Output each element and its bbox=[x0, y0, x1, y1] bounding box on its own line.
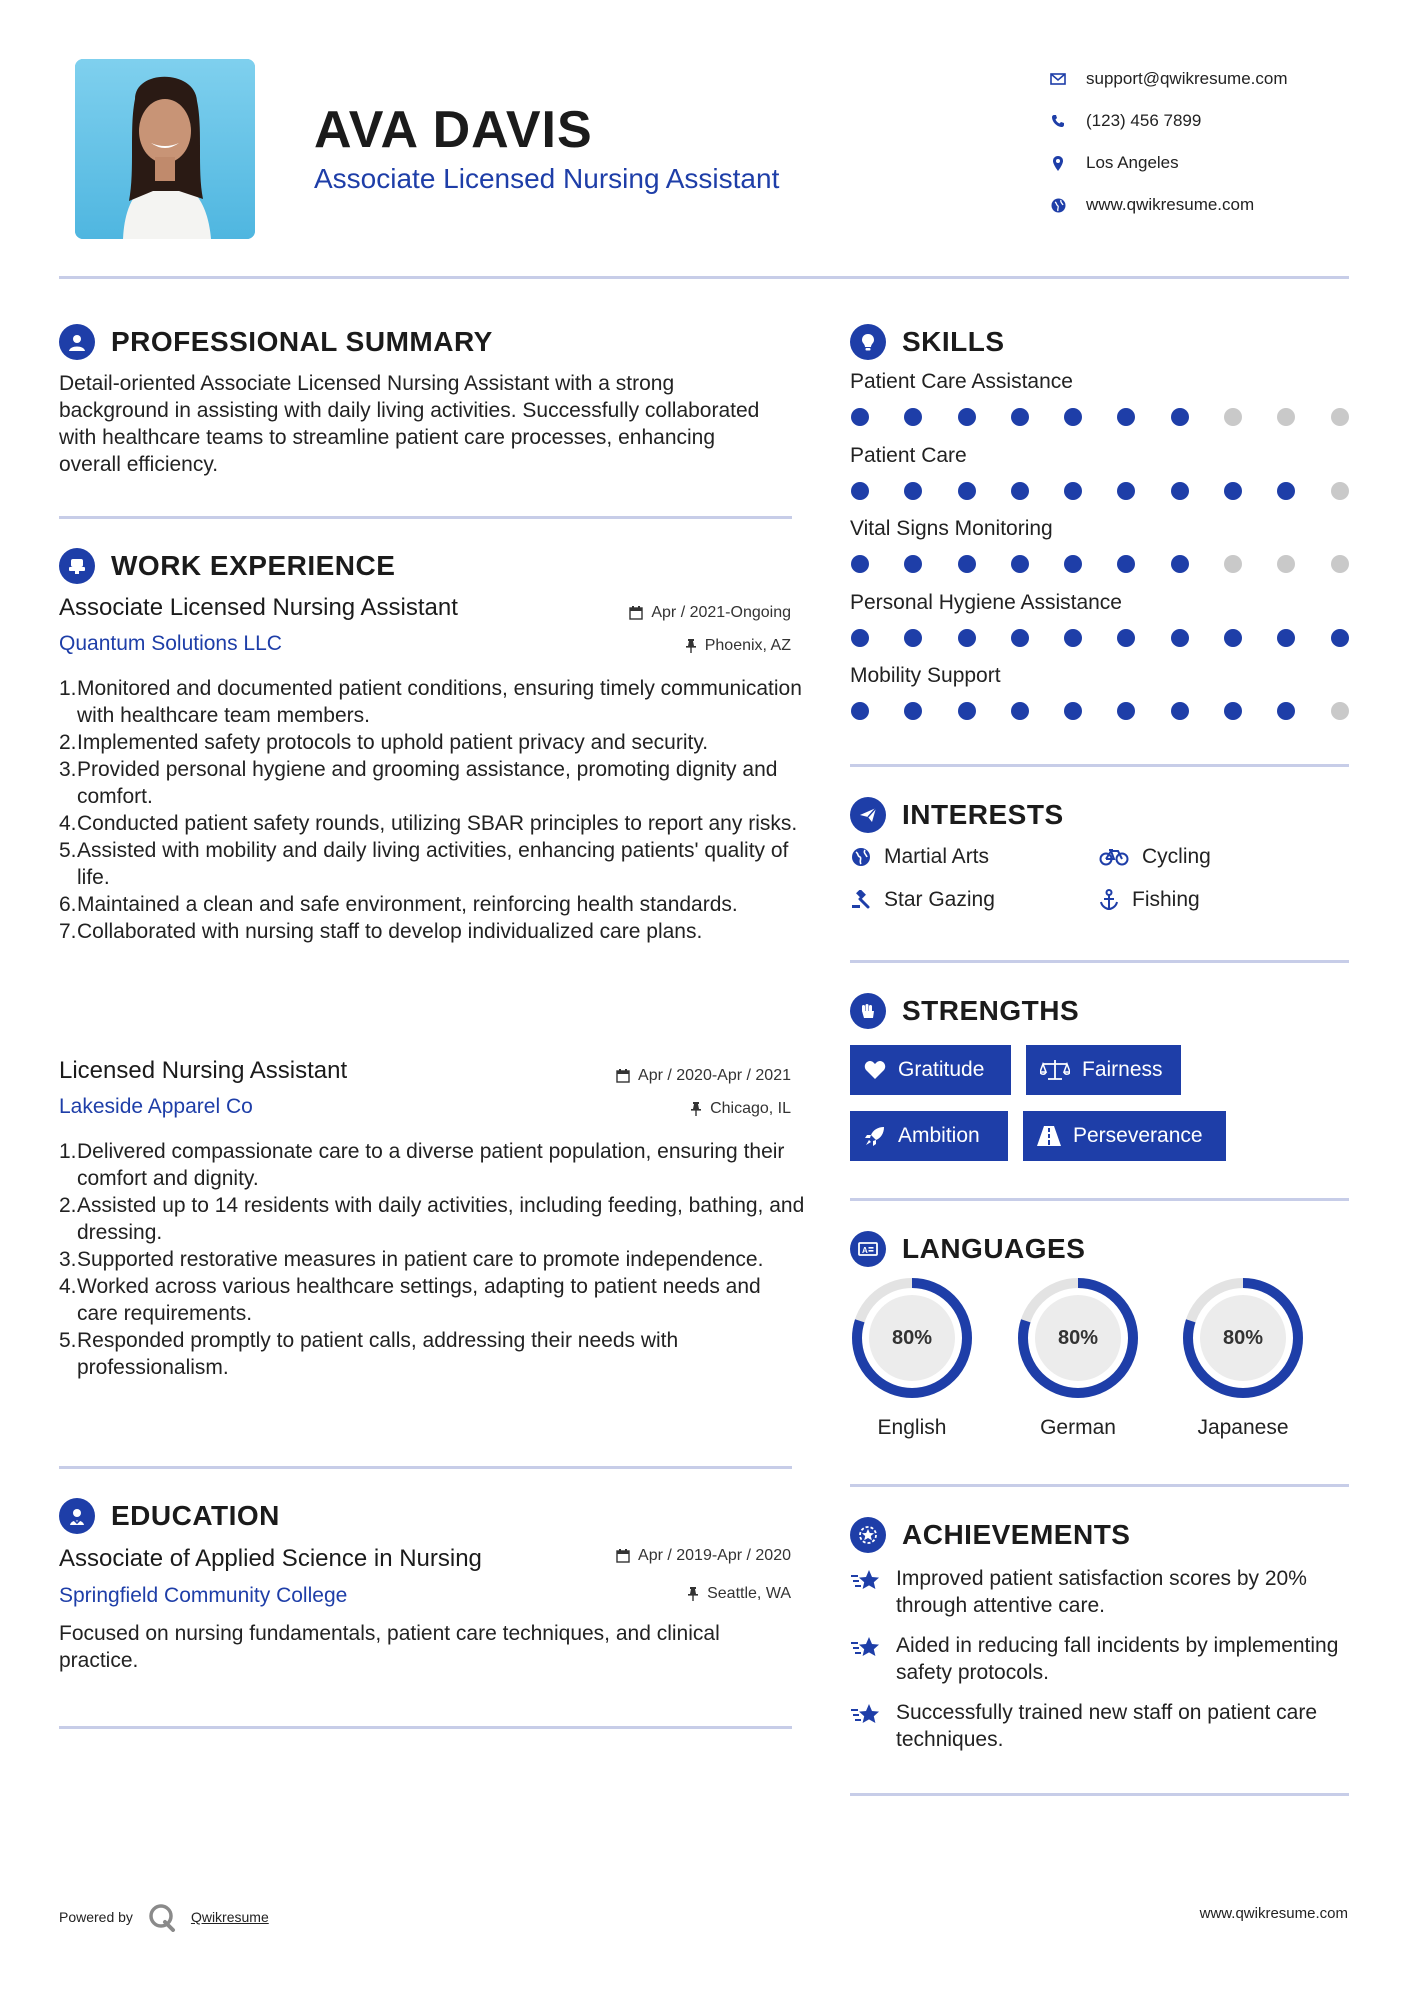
rating-dot-filled bbox=[1011, 555, 1029, 573]
contact-phone-text: (123) 456 7899 bbox=[1086, 111, 1202, 130]
user-icon bbox=[59, 324, 95, 360]
anchor-icon bbox=[1098, 889, 1120, 911]
rating-dot-filled bbox=[1117, 555, 1135, 573]
rating-dot-filled bbox=[1011, 482, 1029, 500]
rating-dot-filled bbox=[1224, 629, 1242, 647]
strengths-heading bbox=[850, 993, 1079, 1029]
rating-dot-filled bbox=[1277, 702, 1295, 720]
language-percent: 80% bbox=[1222, 1326, 1264, 1349]
star-icon bbox=[850, 1699, 884, 1753]
languages-divider bbox=[850, 1484, 1349, 1487]
rating-dot-filled bbox=[958, 555, 976, 573]
strength-perseverance bbox=[1023, 1111, 1226, 1161]
contact-email[interactable] bbox=[1049, 58, 1288, 100]
contact-website[interactable] bbox=[1049, 184, 1288, 226]
education-text: Focused on nursing fundamentals, patient care techniques, and clinical practice. bbox=[59, 1622, 720, 1672]
language-name: German bbox=[1040, 1416, 1116, 1439]
rating-dot-filled bbox=[1011, 408, 1029, 426]
language-progress-ring bbox=[1181, 1276, 1305, 1400]
contact-email-text: support@qwikresume.com bbox=[1086, 69, 1288, 88]
rating-dot-empty bbox=[1331, 482, 1349, 500]
heart-icon bbox=[864, 1060, 886, 1080]
achievement-2 bbox=[850, 1632, 1340, 1686]
rating-dot-filled bbox=[1064, 482, 1082, 500]
calendar-icon bbox=[616, 1069, 630, 1083]
summary-divider bbox=[59, 516, 792, 519]
candidate-title: Associate Licensed Nursing Assistant bbox=[314, 163, 780, 194]
rating-dot-filled bbox=[1064, 408, 1082, 426]
interest-label: Fishing bbox=[1132, 888, 1200, 911]
job-2-location-text: Chicago, IL bbox=[710, 1100, 791, 1117]
job-2-bullets bbox=[59, 1138, 807, 1381]
pin-icon bbox=[690, 1102, 702, 1116]
education-dates bbox=[500, 1547, 791, 1565]
interest-label: Cycling bbox=[1142, 845, 1211, 868]
gavel-icon bbox=[850, 889, 872, 911]
education-heading bbox=[59, 1498, 280, 1534]
interests-divider bbox=[850, 960, 1349, 963]
job-2-dates-text: Apr / 2020-Apr / 2021 bbox=[638, 1067, 791, 1084]
envelope-icon bbox=[1049, 70, 1067, 88]
skills-heading bbox=[850, 324, 1005, 360]
language-percent: 80% bbox=[891, 1326, 933, 1349]
candidate-name: AVA DAVIS bbox=[314, 101, 593, 159]
rating-dot-filled bbox=[958, 702, 976, 720]
summary-title: PROFESSIONAL SUMMARY bbox=[111, 326, 493, 357]
globe-icon bbox=[850, 846, 872, 868]
paper-plane-icon bbox=[850, 797, 886, 833]
language-item bbox=[1181, 1276, 1305, 1440]
rating-dot-empty bbox=[1331, 555, 1349, 573]
fist-icon bbox=[850, 993, 886, 1029]
interest-label: Star Gazing bbox=[884, 888, 995, 911]
rating-dot-filled bbox=[904, 555, 922, 573]
job-1-location-text: Phoenix, AZ bbox=[704, 637, 791, 654]
achievement-1 bbox=[850, 1565, 1340, 1619]
job-1-location bbox=[500, 637, 791, 655]
road-icon bbox=[1037, 1126, 1061, 1146]
rating-dot-filled bbox=[1331, 629, 1349, 647]
rating-dot-empty bbox=[1277, 408, 1295, 426]
achievements-heading bbox=[850, 1517, 1130, 1553]
bicycle-icon bbox=[1098, 846, 1130, 868]
experience-title: WORK EXPERIENCE bbox=[111, 550, 396, 581]
rating-dot-filled bbox=[1224, 702, 1242, 720]
rating-dot-filled bbox=[1171, 482, 1189, 500]
skill-name: Patient Care Assistance bbox=[850, 370, 1073, 393]
job-2-dates bbox=[500, 1067, 791, 1085]
education-title: EDUCATION bbox=[111, 1500, 280, 1531]
rating-dot-empty bbox=[1224, 555, 1242, 573]
qwikresume-logo-icon bbox=[147, 1902, 177, 1932]
balance-scale-icon bbox=[1040, 1059, 1070, 1081]
skill-rating bbox=[851, 408, 1384, 426]
job-1-bullets bbox=[59, 675, 807, 945]
rating-dot-filled bbox=[904, 702, 922, 720]
rating-dot-filled bbox=[851, 555, 869, 573]
skill-name: Patient Care bbox=[850, 443, 967, 467]
list-item: 2. Assisted up to 14 residents with daily activities, including feeding, bathing, and dressing. bbox=[59, 1194, 805, 1244]
education-school: Springfield Community College bbox=[59, 1584, 348, 1607]
education-degree: Associate of Applied Science in Nursing bbox=[59, 1545, 482, 1572]
achievement-3 bbox=[850, 1699, 1340, 1753]
pin-icon bbox=[687, 1587, 699, 1601]
strength-gratitude bbox=[850, 1045, 1011, 1095]
rating-dot-filled bbox=[1224, 482, 1242, 500]
summary-text: Detail-oriented Associate Licensed Nursing Assistant with a strong background in assisting with daily living activities. Successfully collaborated with healthcare teams to streamline patient care processes, enhancing overall efficiency. bbox=[59, 372, 760, 476]
rating-dot-filled bbox=[958, 482, 976, 500]
rating-dot-filled bbox=[1171, 702, 1189, 720]
rating-dot-filled bbox=[1171, 408, 1189, 426]
rating-dot-filled bbox=[958, 408, 976, 426]
list-item: 4. Conducted patient safety rounds, utilizing SBAR principles to report any risks. bbox=[59, 812, 798, 835]
phone-icon bbox=[1049, 112, 1067, 130]
list-item: 5. Assisted with mobility and daily living activities, enhancing patients' quality of life. bbox=[59, 839, 789, 889]
calendar-icon bbox=[629, 606, 643, 620]
contact-phone[interactable] bbox=[1049, 100, 1288, 142]
powered-by-text: Powered by bbox=[59, 1909, 133, 1925]
footer-powered-by bbox=[59, 1902, 269, 1932]
star-icon bbox=[850, 1565, 884, 1619]
contact-list bbox=[1049, 58, 1288, 226]
achievement-text: Improved patient satisfaction scores by 20% through attentive care. bbox=[896, 1567, 1307, 1617]
rating-dot-filled bbox=[1064, 555, 1082, 573]
rating-dot-empty bbox=[1224, 408, 1242, 426]
skill-rating bbox=[851, 482, 1384, 500]
rating-dot-filled bbox=[1277, 629, 1295, 647]
contact-website-text: www.qwikresume.com bbox=[1086, 195, 1255, 214]
experience-heading bbox=[59, 548, 395, 584]
language-name: Japanese bbox=[1197, 1416, 1289, 1439]
rating-dot-filled bbox=[1064, 629, 1082, 647]
skill-rating bbox=[851, 555, 1384, 573]
job-2-title: Licensed Nursing Assistant bbox=[59, 1057, 348, 1084]
rating-dot-filled bbox=[1117, 629, 1135, 647]
language-icon bbox=[850, 1231, 886, 1267]
strength-label: Ambition bbox=[898, 1124, 980, 1147]
skill-rating bbox=[851, 702, 1384, 720]
list-item: 2. Implemented safety protocols to uphold patient privacy and security. bbox=[59, 731, 709, 754]
job-1-company: Quantum Solutions LLC bbox=[59, 632, 282, 655]
rating-dot-filled bbox=[958, 629, 976, 647]
rating-dot-filled bbox=[851, 408, 869, 426]
strength-label: Gratitude bbox=[898, 1058, 985, 1081]
language-item bbox=[1016, 1276, 1140, 1440]
rating-dot-filled bbox=[1011, 629, 1029, 647]
rating-dot-filled bbox=[904, 408, 922, 426]
achievements-divider bbox=[850, 1793, 1349, 1796]
rating-dot-filled bbox=[904, 482, 922, 500]
strength-ambition bbox=[850, 1111, 1008, 1161]
education-dates-text: Apr / 2019-Apr / 2020 bbox=[638, 1547, 791, 1564]
calendar-icon bbox=[616, 1549, 630, 1563]
rating-dot-filled bbox=[1171, 629, 1189, 647]
rating-dot-filled bbox=[1277, 482, 1295, 500]
briefcase-icon bbox=[59, 548, 95, 584]
strengths-divider bbox=[850, 1198, 1349, 1201]
list-item: 6. Maintained a clean and safe environment, reinforcing health standards. bbox=[59, 893, 738, 916]
language-percent: 80% bbox=[1057, 1326, 1099, 1349]
svg-text:A: A bbox=[862, 1246, 868, 1255]
interest-star-gazing bbox=[850, 888, 995, 912]
skills-title: SKILLS bbox=[902, 326, 1005, 357]
footer-website[interactable]: www.qwikresume.com bbox=[1199, 1905, 1348, 1922]
list-item: 7. Collaborated with nursing staff to develop individualized care plans. bbox=[59, 920, 703, 943]
list-item: 1. Monitored and documented patient conditions, ensuring timely communication with healthcare team members. bbox=[59, 677, 802, 727]
globe-icon bbox=[1049, 196, 1067, 214]
profile-photo bbox=[75, 59, 255, 239]
pin-icon bbox=[685, 639, 697, 653]
list-item: 3. Supported restorative measures in patient care to promote independence. bbox=[59, 1248, 764, 1271]
skill-name: Vital Signs Monitoring bbox=[850, 517, 1053, 540]
skill-name: Mobility Support bbox=[850, 664, 1001, 687]
interest-fishing bbox=[1098, 888, 1200, 912]
rating-dot-filled bbox=[1171, 555, 1189, 573]
job-1-dates-text: Apr / 2021-Ongoing bbox=[651, 604, 791, 621]
language-progress-ring bbox=[850, 1276, 974, 1400]
contact-location-text: Los Angeles bbox=[1086, 153, 1179, 172]
rating-dot-empty bbox=[1331, 408, 1349, 426]
rating-dot-filled bbox=[1117, 408, 1135, 426]
rating-dot-filled bbox=[1117, 482, 1135, 500]
star-badge-icon bbox=[850, 1517, 886, 1553]
experience-divider bbox=[59, 1466, 792, 1469]
rating-dot-filled bbox=[851, 629, 869, 647]
achievement-text: Aided in reducing fall incidents by implementing safety protocols. bbox=[896, 1634, 1339, 1684]
education-location bbox=[500, 1585, 791, 1603]
header-divider bbox=[59, 276, 1349, 279]
graduate-icon bbox=[59, 1498, 95, 1534]
rating-dot-empty bbox=[1277, 555, 1295, 573]
skill-name: Personal Hygiene Assistance bbox=[850, 590, 1122, 614]
contact-location bbox=[1049, 142, 1288, 184]
strengths-title: STRENGTHS bbox=[902, 995, 1080, 1026]
job-1-dates bbox=[500, 604, 791, 622]
list-item: 5. Responded promptly to patient calls, addressing their needs with professionalism. bbox=[59, 1329, 679, 1379]
achievement-text: Successfully trained new staff on patient care techniques. bbox=[896, 1701, 1318, 1751]
lightbulb-icon bbox=[850, 324, 886, 360]
interests-title: INTERESTS bbox=[902, 799, 1064, 830]
skill-rating bbox=[851, 629, 1384, 647]
education-divider bbox=[59, 1726, 792, 1729]
strength-label: Perseverance bbox=[1073, 1124, 1203, 1147]
education-location-text: Seattle, WA bbox=[707, 1585, 791, 1602]
job-2-location bbox=[500, 1100, 791, 1118]
language-item bbox=[850, 1276, 974, 1440]
star-icon bbox=[850, 1632, 884, 1686]
languages-heading bbox=[850, 1231, 1085, 1267]
strength-label: Fairness bbox=[1082, 1058, 1163, 1081]
summary-heading bbox=[59, 324, 493, 360]
rating-dot-filled bbox=[851, 482, 869, 500]
rating-dot-empty bbox=[1331, 702, 1349, 720]
rating-dot-filled bbox=[1117, 702, 1135, 720]
job-2-company: Lakeside Apparel Co bbox=[59, 1095, 253, 1118]
rating-dot-filled bbox=[1064, 702, 1082, 720]
interests-heading bbox=[850, 797, 1064, 833]
job-1-title: Associate Licensed Nursing Assistant bbox=[59, 594, 458, 621]
language-progress-ring bbox=[1016, 1276, 1140, 1400]
list-item: 1. Delivered compassionate care to a diverse patient population, ensuring their comfort and dignity. bbox=[59, 1140, 785, 1190]
skills-divider bbox=[850, 764, 1349, 767]
languages-title: LANGUAGES bbox=[902, 1233, 1086, 1264]
rating-dot-filled bbox=[851, 702, 869, 720]
map-marker-icon bbox=[1049, 154, 1067, 172]
achievements-title: ACHIEVEMENTS bbox=[902, 1519, 1131, 1550]
rocket-icon bbox=[864, 1125, 886, 1147]
rating-dot-filled bbox=[904, 629, 922, 647]
interest-label: Martial Arts bbox=[884, 845, 990, 868]
strength-fairness bbox=[1026, 1045, 1181, 1095]
interest-cycling bbox=[1098, 845, 1211, 869]
language-name: English bbox=[877, 1416, 947, 1439]
rating-dot-filled bbox=[1011, 702, 1029, 720]
list-item: 3. Provided personal hygiene and grooming assistance, promoting dignity and comfort. bbox=[59, 758, 778, 808]
interest-martial-arts bbox=[850, 845, 989, 869]
qwikresume-link[interactable]: Qwikresume bbox=[190, 1909, 269, 1925]
list-item: 4. Worked across various healthcare settings, adapting to patient needs and care requirements. bbox=[59, 1275, 761, 1325]
